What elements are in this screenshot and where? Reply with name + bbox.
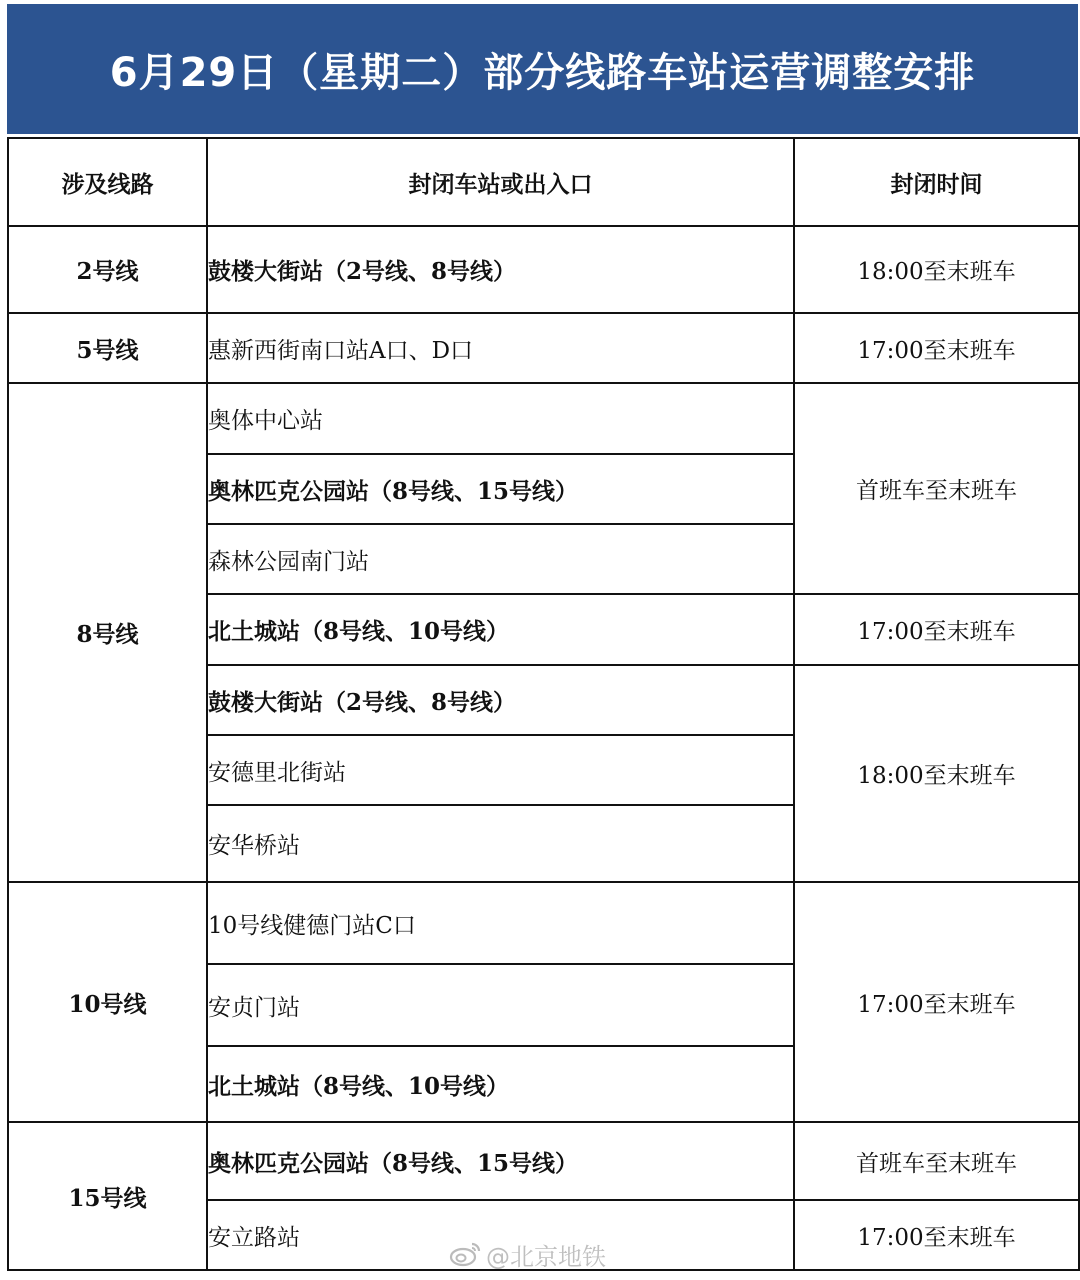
station-cell: 鼓楼大街站（2号线、8号线） (207, 226, 794, 313)
line-cell: 8号线 (8, 383, 207, 882)
line-cell: 10号线 (8, 882, 207, 1122)
page-title: 6月29日（星期二）部分线路车站运营调整安排 (7, 4, 1078, 134)
station-cell: 北土城站（8号线、10号线） (207, 594, 794, 665)
weibo-icon (448, 1240, 482, 1268)
line-cell: 15号线 (8, 1122, 207, 1270)
column-header-station: 封闭车站或出入口 (207, 138, 794, 226)
table-row (8, 226, 1079, 313)
table-row (8, 383, 1079, 454)
time-cell: 首班车至末班车 (794, 383, 1079, 594)
station-cell: 鼓楼大街站（2号线、8号线） (207, 665, 794, 735)
line-cell: 5号线 (8, 313, 207, 383)
time-cell: 首班车至末班车 (794, 1122, 1079, 1200)
watermark-text: @北京地铁 (486, 1242, 606, 1271)
station-cell: 安立路站 (207, 1200, 794, 1270)
time-cell: 17:00至末班车 (794, 594, 1079, 665)
watermark (448, 1236, 606, 1272)
time-cell: 17:00至末班车 (794, 313, 1079, 383)
station-cell: 安贞门站 (207, 964, 794, 1046)
time-cell: 17:00至末班车 (794, 882, 1079, 1122)
time-cell: 18:00至末班车 (794, 665, 1079, 882)
station-cell: 奥林匹克公园站（8号线、15号线） (207, 454, 794, 524)
table-row (8, 1122, 1079, 1200)
station-cell: 惠新西街南口站A口、D口 (207, 313, 794, 383)
station-cell: 奥体中心站 (207, 383, 794, 454)
time-cell: 17:00至末班车 (794, 1200, 1079, 1270)
table-row (8, 313, 1079, 383)
column-header-time: 封闭时间 (794, 138, 1079, 226)
station-cell: 安德里北街站 (207, 735, 794, 805)
time-cell: 18:00至末班车 (794, 226, 1079, 313)
schedule-table (7, 137, 1080, 1271)
station-cell: 奥林匹克公园站（8号线、15号线） (207, 1122, 794, 1200)
table-row (8, 882, 1079, 964)
station-cell: 北土城站（8号线、10号线） (207, 1046, 794, 1122)
station-cell: 10号线健德门站C口 (207, 882, 794, 964)
station-cell: 森林公园南门站 (207, 524, 794, 594)
column-header-line: 涉及线路 (8, 138, 207, 226)
station-cell: 安华桥站 (207, 805, 794, 882)
table-header-row (8, 138, 1079, 226)
line-cell: 2号线 (8, 226, 207, 313)
